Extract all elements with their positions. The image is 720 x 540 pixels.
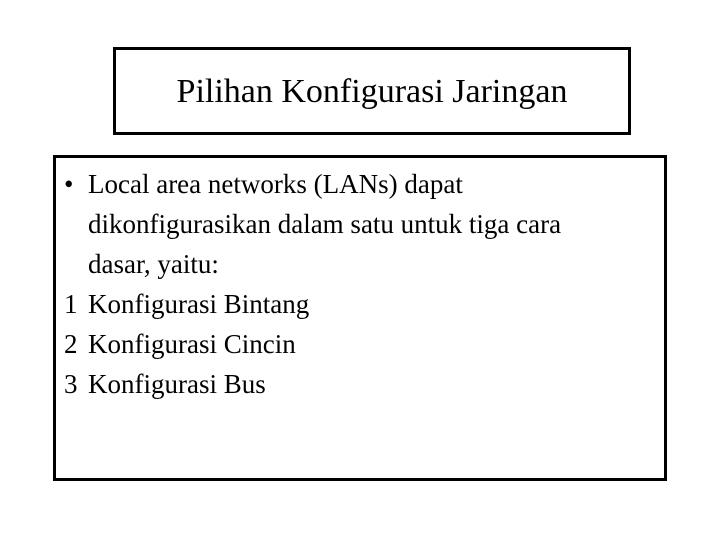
slide-title: Pilihan Konfigurasi Jaringan bbox=[176, 73, 568, 110]
item-number: 2 bbox=[64, 329, 78, 359]
list-item bbox=[64, 324, 659, 364]
title-box bbox=[113, 47, 631, 135]
intro-line-2: dikonfigurasikan dalam satu untuk tiga cara bbox=[88, 209, 562, 239]
item-label: Konfigurasi Cincin bbox=[88, 329, 296, 359]
list-item bbox=[64, 364, 659, 404]
list-item bbox=[64, 284, 659, 324]
intro-text bbox=[88, 164, 659, 284]
item-label: Konfigurasi Bus bbox=[88, 369, 266, 399]
content-list bbox=[64, 164, 659, 404]
item-number: 1 bbox=[64, 289, 78, 319]
intro-bullet bbox=[64, 164, 659, 284]
item-number: 3 bbox=[64, 369, 78, 399]
intro-line-3: dasar, yaitu: bbox=[88, 249, 219, 279]
intro-line-1: Local area networks (LANs) dapat bbox=[88, 169, 463, 199]
content-box bbox=[53, 155, 667, 481]
bullet-marker: • bbox=[64, 169, 74, 199]
item-label: Konfigurasi Bintang bbox=[88, 289, 310, 319]
